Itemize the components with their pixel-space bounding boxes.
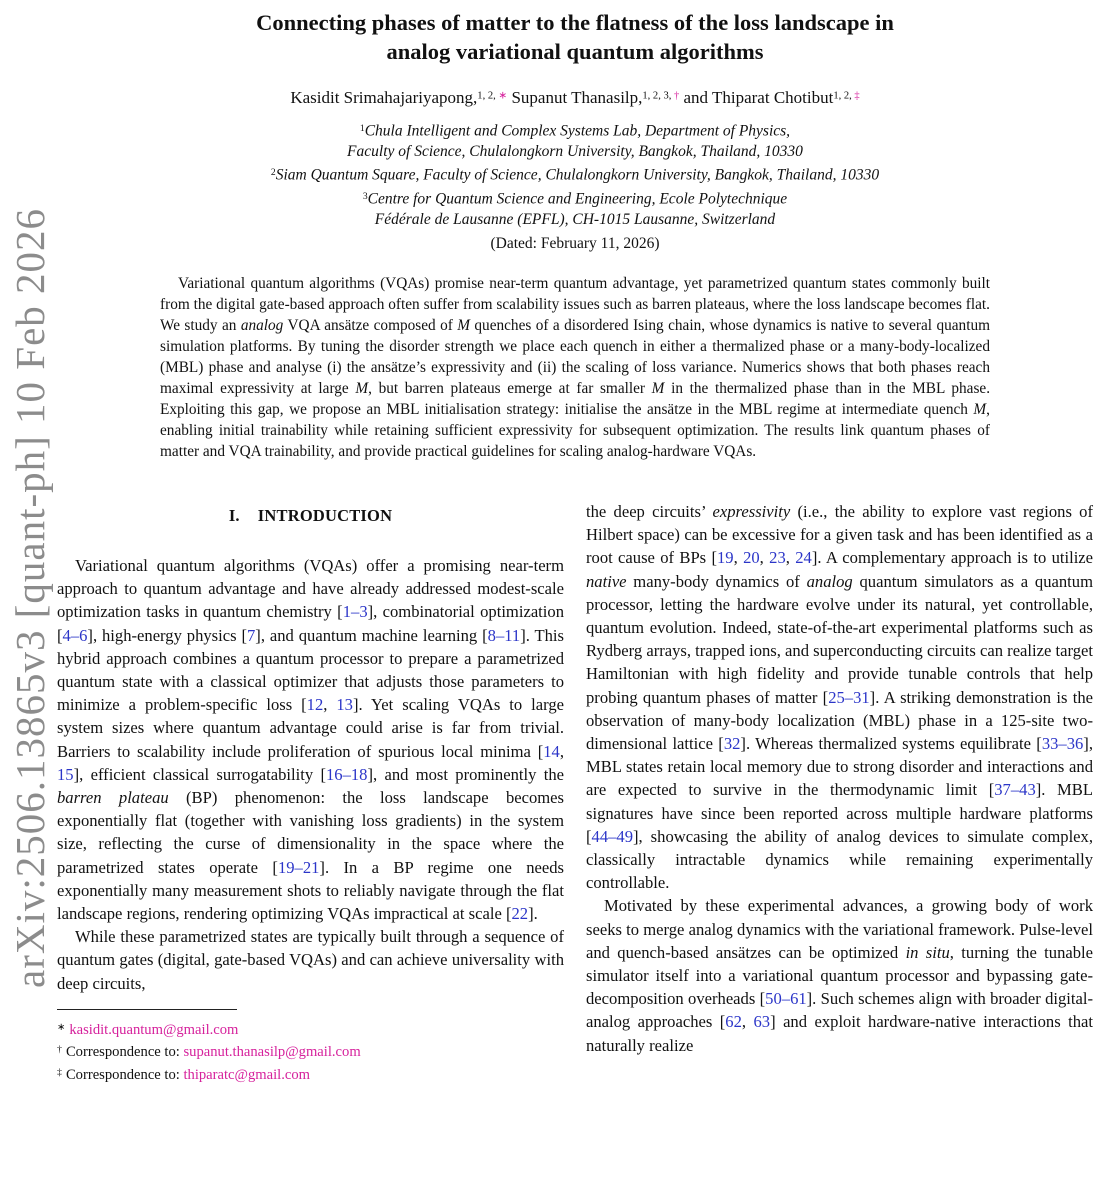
text-run: , but barren plateaus emerge at far smaller <box>368 379 652 397</box>
text-run: ], high-energy physics [ <box>87 625 247 645</box>
footnote-dagger-marker: † <box>57 1044 62 1056</box>
text-run: , <box>733 548 744 568</box>
text-run: and Thiparat Chotibut <box>679 88 834 107</box>
citation-link[interactable]: 13 <box>336 695 353 715</box>
text-run: Kasidit Srimahajariyapong, <box>290 88 478 107</box>
text-run: Motivated by these experimental advances, a growing body of work seeks to merge analog dynamics with the variational framework. Pulse-level and quench-based ansätzes can be optimized <box>586 896 1093 962</box>
paper-title-line2: analog variational quantum algorithms <box>386 39 764 64</box>
citation-link[interactable]: 32 <box>723 733 741 753</box>
right-column <box>586 500 1093 1085</box>
text-run: 2 <box>270 167 276 179</box>
text-run: M <box>457 316 470 334</box>
citation-link[interactable]: 8–11 <box>487 625 521 645</box>
citation-link[interactable]: 7 <box>247 625 256 645</box>
citation-link[interactable]: 62 <box>725 1012 742 1032</box>
text-run: , <box>559 741 564 761</box>
text-run: Supanut Thanasilp, <box>507 88 643 107</box>
text-run: Variational quantum algorithms (VQAs) promise near-term quantum advantage, yet parametrized quantum states commonly built from the digital gate-based approach often suffer from scalability issues such as barren plateaus, where the loss landscape becomes flat. We study an <box>160 274 990 334</box>
text-run: (i.e., the ability to explore vast regions of Hilbert space) can be excessive for a given task and has been identified as a root cause of BPs [ <box>586 501 1093 568</box>
email-link[interactable]: thiparatc@gmail.com <box>183 1066 310 1083</box>
footnotes-block <box>57 1009 564 1085</box>
citation-link[interactable]: 20 <box>743 548 760 568</box>
text-run: 1 <box>359 123 365 134</box>
text-run: ]. In a BP regime one needs exponentially many measurement shots to reliably navigate through the flat landscape regions, rendering optimizing VQAs impractical at scale [ <box>57 857 564 923</box>
text-run: M <box>973 400 987 418</box>
text-run: native <box>586 571 627 591</box>
citation-link[interactable]: 19 <box>716 548 734 568</box>
text-run: 1, 2, 3, <box>642 90 674 102</box>
text-run: in the thermalized phase than in the MBL phase. Exploiting this gap, we propose an MBL initialisation strategy: initialise the ansätze in the MBL regime at intermediate quench <box>160 379 991 418</box>
footnote-item <box>57 1040 564 1062</box>
footnote-star-marker: ∗ <box>57 1021 66 1033</box>
text-run: ]. Such schemes align with broader digital-analog approaches [ <box>586 989 1094 1032</box>
text-run: quantum simulators as a quantum processor, letting the hardware evolve under its natural, yet controllable, quantum evolution. Indeed, state-of-the-art experimental platforms such as Rydberg arrays, trapped ions, and superconducting circuits can realize target Hamiltonian with high fidelity and provide tunable controls that help probing quantum phases of matter [ <box>586 571 1093 707</box>
citation-link[interactable]: 14 <box>543 741 560 761</box>
affiliation-line <box>57 209 1093 230</box>
paragraph <box>57 925 564 995</box>
text-run: ]. Yet scaling VQAs to large system sizes where quantum advantage could arise is far from trivial. Barriers to scalability include proliferation of spurious local minima [ <box>57 695 564 761</box>
text-run: ], efficient classical surrogatability [ <box>73 764 326 784</box>
citation-link[interactable]: 23 <box>769 548 786 568</box>
author-line <box>57 88 1093 108</box>
text-run: ]. Whereas thermalized systems equilibrate [ <box>740 733 1042 753</box>
footnote-item <box>57 1018 564 1040</box>
arxiv-watermark: arXiv:2506.13865v3 [quant-ph] 10 Feb 2026 <box>7 207 53 988</box>
section-number: I. <box>228 505 240 525</box>
text-run: in situ <box>905 942 950 962</box>
text-run: ]. A complementary approach is to utilize <box>811 548 1094 568</box>
citation-link[interactable]: 19–21 <box>277 857 320 877</box>
text-run: Fédérale de Lausanne (EPFL), CH-1015 Lausanne, Switzerland <box>374 210 776 228</box>
text-run: ], showcasing the ability of analog devices to simulate complex, classically intractable dynamics while remaining experimentally controllable. <box>586 826 1093 893</box>
footnote-marker[interactable]: ∗ <box>498 90 508 102</box>
paragraph <box>57 554 564 925</box>
text-run: analog <box>806 571 853 591</box>
text-run: , enabling initial trainability while retaining sufficient expressivity for subsequent optimization. The results link quantum phases of matter and VQA trainability, and provide practical guidelines for scaling analog-hardware VQAs. <box>160 400 990 460</box>
affiliation-line <box>57 141 1093 162</box>
text-run: (BP) phenomenon: the loss landscape becomes exponentially flat (together with vanishing loss gradients) in the system size, reflecting the curse of dimensionality in the space where the parametrized states operate [ <box>57 787 564 877</box>
text-run: expressivity <box>712 501 791 521</box>
text-run: Siam Quantum Square, Faculty of Science, Chulalongkorn University, Bangkok, Thailand, 10330 <box>275 166 880 184</box>
email-link[interactable]: kasidit.quantum@gmail.com <box>69 1021 239 1038</box>
section-heading-introduction <box>57 506 564 526</box>
text-run: , <box>759 548 770 568</box>
text-run: quenches of a disordered Ising chain, whose dynamics is native to several quantum simulation platforms. By tuning the disorder strength we place each quench in either a thermalized phase or a many-body-localized (MBL) phase and analyse (i) the ansätze’s expressivity and (ii) the scaling of loss variance. Numerics shows that both phases reach maximal expressivity at large <box>160 316 990 397</box>
affiliation-line <box>57 186 1093 209</box>
text-run: 1, 2, <box>833 90 855 102</box>
citation-link[interactable]: 4–6 <box>62 625 88 645</box>
affiliations-block <box>57 118 1093 230</box>
text-run: VQA ansätze composed of <box>283 316 458 334</box>
text-run: , turning the tunable simulator itself into a variational quantum processor and bypassing gate-decomposition overheads [ <box>586 942 1094 1009</box>
paragraph <box>586 894 1093 1056</box>
text-run: , <box>741 1012 754 1032</box>
citation-link[interactable]: 15 <box>57 764 74 784</box>
citation-link[interactable]: 63 <box>753 1012 771 1032</box>
citation-link[interactable]: 37–43 <box>994 780 1036 800</box>
text-run: ]. MBL signatures have since been reported across multiple hardware platforms [ <box>586 780 1094 846</box>
section-title: INTRODUCTION <box>257 505 393 525</box>
text-run: , <box>323 695 337 715</box>
text-run: Faculty of Science, Chulalongkorn University, Bangkok, Thailand, 10330 <box>347 143 803 161</box>
text-run: ], and quantum machine learning [ <box>255 625 488 645</box>
text-run: Variational quantum algorithms (VQAs) offer a promising near-term approach to quantum advantage and have already addressed modest-scale optimization tasks in quantum chemistry [ <box>57 555 564 622</box>
text-run: the deep circuits’ <box>586 501 713 521</box>
text-run: ], combinatorial optimization [ <box>57 602 564 645</box>
two-column-body <box>57 500 1093 1085</box>
abstract <box>160 273 990 462</box>
paper-title-line1: Connecting phases of matter to the flatness of the loss landscape in <box>256 10 894 35</box>
citation-link[interactable]: 24 <box>795 548 812 568</box>
affiliation-line <box>57 162 1093 185</box>
citation-link[interactable]: 16–18 <box>325 764 368 784</box>
text-run: Chula Intelligent and Complex Systems Lab, Department of Physics, <box>364 122 791 140</box>
paper-content <box>57 0 1093 1085</box>
citation-link[interactable]: 44–49 <box>591 826 634 846</box>
text-run: ], and most prominently the <box>367 764 564 784</box>
text-run: many-body dynamics of <box>626 571 807 591</box>
footnote-marker[interactable]: † <box>673 90 680 102</box>
text-run: ]. <box>528 903 538 923</box>
citation-link[interactable]: 25–31 <box>828 687 870 707</box>
citation-link[interactable]: 50–61 <box>765 989 807 1009</box>
text-run: ] and exploit hardware-native interactions that naturally realize <box>586 1012 1094 1055</box>
affiliation-line <box>57 118 1093 141</box>
text-run: M <box>651 379 665 397</box>
citation-link[interactable]: 33–36 <box>1041 733 1084 753</box>
footnote-text: Correspondence to: <box>65 1066 184 1083</box>
text-run: ]. This hybrid approach combines a quantum processor to prepare a parametrized quantum state with a classical optimizer that adjusts those parameters to minimize a problem-specific loss [ <box>57 625 564 715</box>
citation-link[interactable]: 1–3 <box>342 602 368 622</box>
email-link[interactable]: supanut.thanasilp@gmail.com <box>183 1044 361 1061</box>
paragraph <box>586 500 1093 894</box>
footnote-item <box>57 1063 564 1085</box>
text-run: M <box>355 379 369 397</box>
citation-link[interactable]: 12 <box>306 695 324 715</box>
text-run: ]. A striking demonstration is the observation of many-body localization (MBL) phase in a 125-site two-dimensional lattice [ <box>586 687 1093 753</box>
footnote-text: Correspondence to: <box>65 1044 184 1061</box>
text-run: barren plateau <box>57 787 169 807</box>
citation-link[interactable]: 22 <box>511 903 529 923</box>
text-run: 3 <box>362 190 368 202</box>
text-run: While these parametrized states are typically built through a sequence of quantum gates (digital, gate-based VQAs) and can achieve universality with deep circuits, <box>57 927 564 993</box>
footnote-rule <box>57 1009 237 1010</box>
text-run: analog <box>240 316 284 334</box>
text-run: 1, 2, <box>477 90 499 102</box>
text-run: , <box>785 548 796 568</box>
paper-title <box>57 8 1093 66</box>
text-run: ], MBL states retain local memory due to strong disorder and interactions and are expected to survive in the thermodynamic limit [ <box>586 733 1093 800</box>
text-run: Centre for Quantum Science and Engineering, Ecole Polytechnique <box>367 189 788 207</box>
footnote-marker[interactable]: ‡ <box>854 90 860 102</box>
left-column <box>57 500 564 1085</box>
footnote-double-dagger-marker: ‡ <box>57 1066 62 1078</box>
dated-line: (Dated: February 11, 2026) <box>490 234 660 252</box>
